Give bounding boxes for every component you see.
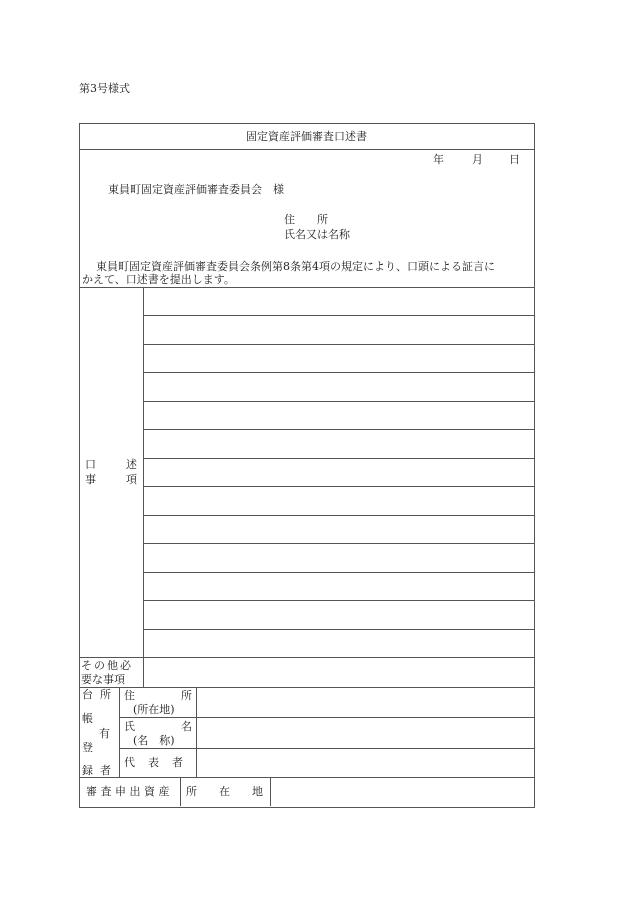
divider [143, 572, 534, 573]
oral-item-line[interactable] [146, 517, 530, 541]
form-number: 第3号様式 [79, 82, 130, 95]
form-title: 固定資産評価審査口述書 [246, 130, 367, 143]
owner-address-label: 住 [124, 689, 135, 702]
asset-label: 審 査 申 出 資 産 [86, 785, 170, 798]
owner-address-sub: (所在地) [133, 703, 175, 716]
divider [143, 401, 534, 402]
owner-label-char: 登 [82, 741, 93, 754]
oral-label-char: 項 [126, 473, 137, 486]
statement-line-1: 東員町固定資産評価審査委員会条例第8条第4項の規定により、口頭による証言に [96, 260, 495, 273]
statement-line-2: かえて、口述書を提出します。 [82, 273, 235, 286]
date-month: 月 [472, 153, 483, 166]
owner-name-label: 氏 [124, 720, 135, 733]
divider [143, 629, 534, 630]
divider [79, 777, 534, 778]
oral-item-line[interactable] [146, 317, 530, 341]
divider [143, 543, 534, 544]
divider [143, 344, 534, 345]
oral-item-line[interactable] [146, 488, 530, 512]
divider [79, 687, 534, 688]
divider [119, 717, 534, 718]
owner-label-char: 有 [99, 727, 110, 740]
divider [143, 657, 144, 687]
divider [79, 657, 534, 658]
divider [79, 149, 534, 150]
oral-item-line[interactable] [146, 574, 530, 598]
divider [143, 429, 534, 430]
oral-label-char: 口 [85, 458, 96, 471]
divider [119, 748, 534, 749]
oral-item-line[interactable] [146, 403, 530, 427]
divider [270, 777, 271, 806]
divider [143, 600, 534, 601]
divider [79, 287, 534, 288]
divider [180, 777, 181, 806]
date-year: 年 [433, 153, 444, 166]
oral-item-line[interactable] [146, 460, 530, 484]
other-label-2: 要な事項 [81, 673, 125, 686]
oral-item-line[interactable] [146, 374, 530, 398]
representative-field[interactable] [200, 751, 530, 774]
owner-label-char: 台 [82, 688, 93, 701]
owner-address-field[interactable] [200, 691, 530, 714]
divider [143, 287, 144, 657]
owner-name-label: 名 [181, 720, 192, 733]
owner-name-field[interactable] [200, 721, 530, 744]
oral-item-line[interactable] [146, 346, 530, 370]
divider [143, 372, 534, 373]
representative-label: 代 表 者 [124, 756, 184, 769]
oral-item-line[interactable] [146, 631, 530, 655]
address-label: 住 所 [284, 213, 328, 226]
divider [119, 687, 120, 777]
divider [143, 515, 534, 516]
oral-item-line[interactable] [146, 431, 530, 455]
divider [196, 687, 197, 777]
location-field[interactable] [274, 780, 530, 803]
oral-item-line[interactable] [146, 289, 530, 313]
other-items-field[interactable] [150, 662, 528, 682]
addressee: 東員町固定資産評価審査委員会 様 [108, 183, 284, 196]
location-label: 所 在 地 [186, 785, 263, 798]
owner-label-char: 録 [82, 764, 93, 777]
owner-label-char: 帳 [82, 712, 93, 725]
divider [143, 486, 534, 487]
oral-label-char: 述 [126, 458, 137, 471]
oral-label-char: 事 [85, 473, 96, 486]
owner-label-char: 所 [100, 688, 111, 701]
owner-name-sub: (名 称) [133, 734, 175, 747]
oral-item-line[interactable] [146, 545, 530, 569]
date-day: 日 [509, 153, 520, 166]
owner-label-char: 者 [100, 764, 111, 777]
name-label: 氏名又は名称 [284, 228, 350, 241]
other-label-1: その他必 [81, 659, 133, 672]
oral-item-line[interactable] [146, 602, 530, 626]
owner-address-label: 所 [181, 689, 192, 702]
divider [143, 315, 534, 316]
divider [143, 458, 534, 459]
